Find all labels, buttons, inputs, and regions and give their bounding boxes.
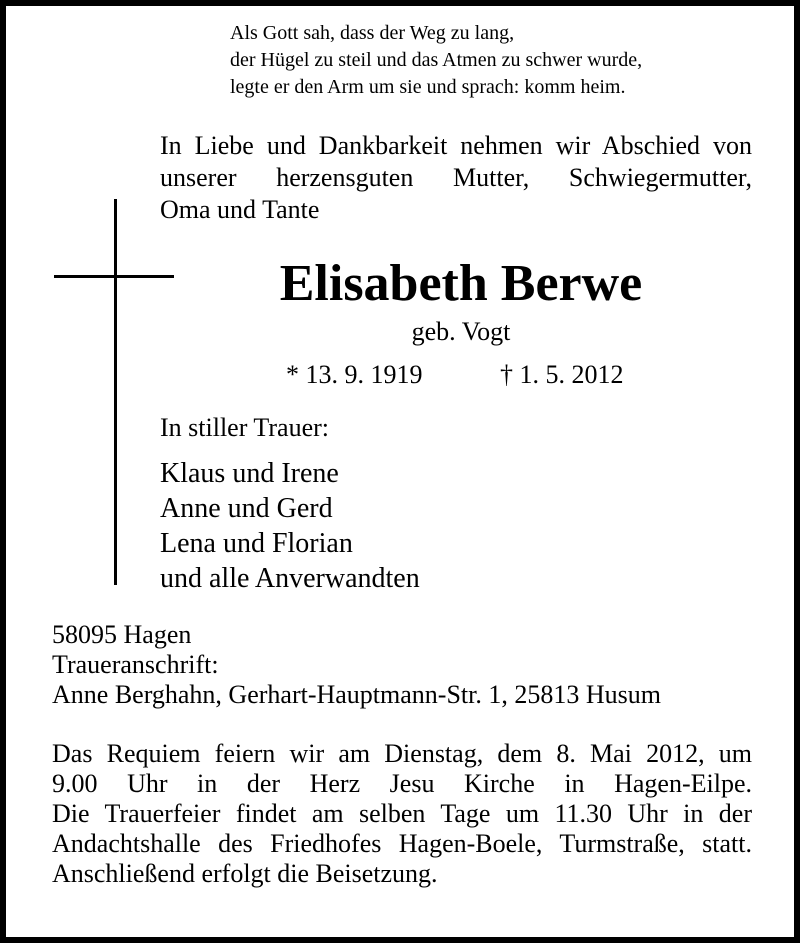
intro-line: In Liebe und Dankbarkeit nehmen wir Abschied von	[160, 131, 752, 160]
poem	[230, 20, 642, 101]
requiem-line: Anschließend erfolgt die Beisetzung.	[52, 859, 438, 888]
address-block	[52, 620, 661, 710]
mourner: und alle Anverwandten	[160, 563, 420, 594]
requiem-text	[52, 739, 752, 889]
requiem-line: Andachtshalle des Friedhofes Hagen-Boele, Turmstraße, statt.	[52, 829, 752, 858]
mourning-label: In stiller Trauer:	[160, 413, 329, 442]
mourner: Anne und Gerd	[160, 493, 333, 524]
requiem-line: Die Trauerfeier findet am selben Tage um 11.30 Uhr in der	[52, 799, 752, 828]
poem-line: der Hügel zu steil und das Atmen zu schwer wurde,	[230, 49, 643, 71]
intro-line: unserer herzensguten Mutter, Schwiegermutter,	[160, 163, 752, 192]
intro-line: Oma und Tante	[160, 195, 320, 224]
requiem-line: 9.00 Uhr in der Herz Jesu Kirche in Hagen-Eilpe.	[52, 769, 752, 798]
poem-line: legte er den Arm um sie und sprach: komm heim.	[230, 76, 626, 98]
intro-text	[160, 130, 752, 226]
deceased-name: Elisabeth Berwe	[279, 255, 643, 312]
maiden-name: geb. Vogt	[411, 317, 511, 346]
mourner: Klaus und Irene	[160, 458, 339, 489]
requiem-line: Das Requiem feiern wir am Dienstag, dem 8. Mai 2012, um	[52, 739, 752, 768]
address-line: 58095 Hagen	[52, 620, 192, 649]
mourners-list	[160, 456, 420, 596]
poem-line: Als Gott sah, dass der Weg zu lang,	[230, 22, 515, 44]
mourner: Lena und Florian	[160, 528, 353, 559]
address-line: Traueranschrift:	[52, 650, 219, 679]
address-line: Anne Berghahn, Gerhart-Hauptmann-Str. 1, 25813 Husum	[52, 680, 661, 709]
birth-date: * 13. 9. 1919	[286, 360, 423, 389]
death-date: † 1. 5. 2012	[500, 360, 624, 389]
